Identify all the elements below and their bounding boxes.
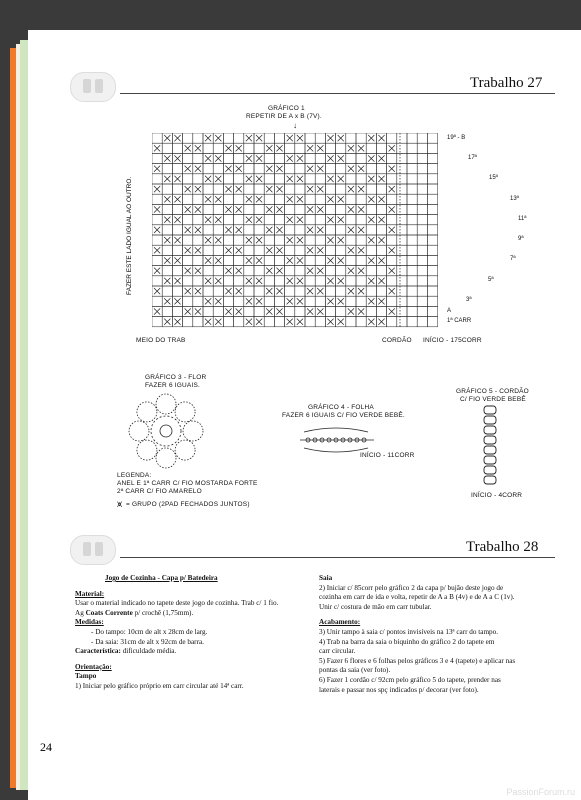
chart5-title: GRÁFICO 5 - CORDÃO xyxy=(456,388,529,395)
row-label: 5ª xyxy=(488,277,494,283)
chart3-subtitle: FAZER 6 IGUAIS. xyxy=(145,382,201,389)
page-number: 24 xyxy=(40,740,52,754)
row-label: 17ª xyxy=(468,155,477,161)
finishing-text-1: 3) Unir tampo à saia c/ pontos invisíveis na 13ª carr do tampo. xyxy=(319,627,499,636)
header-rule xyxy=(120,93,555,94)
row-label: 1ª CARR xyxy=(447,318,472,324)
finishing-text-4: 5) Fazer 6 flores e 6 folhas pelos gráficos 3 e 4 (tapete) e aplicar nas xyxy=(319,656,516,665)
arrow-down-icon: ↓ xyxy=(293,121,298,130)
finishing-text-6: 6) Fazer 1 cordão c/ 92cm pelo gráfico 5 do tapete, prender nas xyxy=(319,675,501,684)
measures-heading: Medidas: xyxy=(75,618,104,627)
row-label: 7ª xyxy=(510,256,516,262)
logo-stamp-icon xyxy=(70,72,116,102)
chart1-middle-label: MEIO DO TRAB xyxy=(136,337,186,344)
measures-top: - Do tampo: 10cm de alt x 28cm de larg. xyxy=(91,627,208,636)
top-text: 1) Iniciar pelo gráfico próprio em carr circular até 14ª carr. xyxy=(75,681,244,690)
top-heading: Tampo xyxy=(75,672,97,681)
cord-diagram-icon xyxy=(480,404,504,488)
orientation-heading: Orientação: xyxy=(75,662,112,671)
finishing-text-5: pontas da saia (ver foto). xyxy=(319,666,391,675)
material-text-2: Ag Coats Corrente p/ crochê (1,75mm). xyxy=(75,608,194,617)
header-rule xyxy=(120,557,555,558)
row-label: 3ª xyxy=(466,297,472,303)
chart5-subtitle: C/ FIO VERDE BEBÊ xyxy=(460,396,526,403)
row-label: 19ª - B xyxy=(447,135,466,141)
material-text-1: Usar o material indicado no tapete deste jogo de cozinha. Trab c/ 1 fio. xyxy=(75,599,279,608)
measures-skirt: - Da saia: 31cm de alt x 92cm de barra. xyxy=(91,637,204,646)
group-symbol-icon: ⩙ xyxy=(117,499,123,509)
section-title-28: Trabalho 28 xyxy=(466,539,539,555)
logo-stamp-icon xyxy=(70,535,116,565)
legend-line3: = GRUPO (2PAD FECHADOS JUNTOS) xyxy=(126,501,250,508)
chart1-subtitle: REPETIR DE A x B (7V). xyxy=(246,113,322,120)
finishing-text-3: carr circular. xyxy=(319,647,356,656)
watermark: PassionForum.ru xyxy=(506,787,575,797)
chart1-cord-label: CORDÃO xyxy=(382,337,412,344)
skirt-text-2: cozinha em carr de ida e volta, repetir de A a B (4v) e de A a C (1v). xyxy=(319,593,515,602)
skirt-text-3: Unir c/ costura de mão em carr tubular. xyxy=(319,602,432,611)
material-heading: Material: xyxy=(75,589,105,598)
article-title: Jogo de Cozinha - Capa p/ Batedeira xyxy=(105,574,218,582)
flower-diagram-icon xyxy=(125,390,207,472)
skirt-heading: Saia xyxy=(319,574,333,582)
row-label: A xyxy=(447,308,452,314)
finishing-text-7: laterais e passar nos spç indicados p/ decorar (ver foto). xyxy=(319,685,479,694)
chart1-title: GRÁFICO 1 xyxy=(268,105,305,112)
chart4-subtitle: FAZER 6 IGUAIS C/ FIO VERDE BEBÊ. xyxy=(282,412,405,419)
article-right-column xyxy=(319,574,549,695)
chart1-grid xyxy=(152,133,442,333)
chart3-title: GRÁFICO 3 - FLOR xyxy=(145,374,207,381)
row-label: 13ª xyxy=(510,196,519,202)
legend-line2: 2ª CARR C/ FIO AMARELO xyxy=(117,488,202,495)
skirt-text-1: 2) Iniciar c/ 85corr pelo gráfico 2 da capa p/ bujão deste jogo de xyxy=(319,583,504,592)
feature-line: Característica: dificuldade média. xyxy=(75,647,177,656)
legend-title: LEGENDA: xyxy=(117,472,152,479)
row-label: 11ª xyxy=(518,216,527,222)
chart1-start-label: INÍCIO - 175CORR xyxy=(423,337,482,344)
finishing-text-2: 4) Trab na barra da saia o biquinho do gráfico 2 do tapete em xyxy=(319,637,495,646)
finishing-heading: Acabamento: xyxy=(319,618,361,627)
legend-line1: ANEL E 1ª CARR C/ FIO MOSTARDA FORTE xyxy=(117,480,258,487)
chart1-side-label: FAZER ESTE LADO IGUAL AO OUTRO. xyxy=(126,176,133,295)
article-left-column xyxy=(75,574,300,692)
row-label: 15ª xyxy=(489,175,498,181)
section-title-27: Trabalho 27 xyxy=(470,75,543,91)
row-label: 9ª xyxy=(518,236,524,242)
chart4-title: GRÁFICO 4 - FOLHA xyxy=(308,404,374,411)
chart4-start-label: INÍCIO - 11CORR xyxy=(360,452,415,459)
chart5-start-label: INÍCIO - 4CORR xyxy=(471,492,523,499)
